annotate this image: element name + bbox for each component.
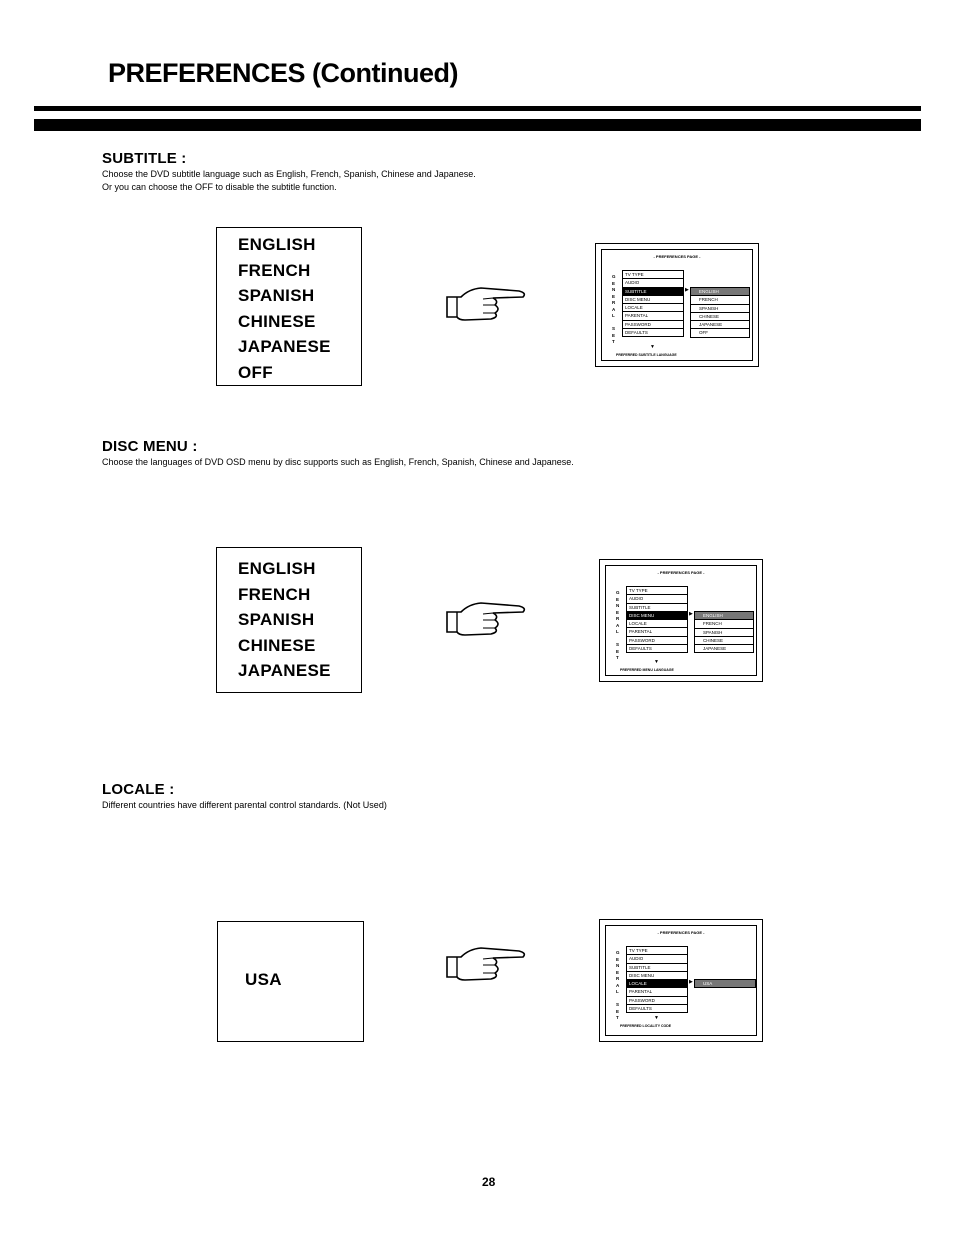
pointing-hand-icon [443, 598, 529, 640]
osd-tab-letter: R [616, 616, 620, 621]
disc-menu-options-box [216, 547, 362, 693]
osd-menu-item: DEFAULTS [629, 646, 652, 652]
osd-tab-letter: T [612, 339, 615, 344]
osd-menu-item: PARENTAL [627, 628, 687, 636]
osd-title: - PREFERENCES PAGE - [657, 930, 705, 935]
subtitle-description-line: Choose the DVD subtitle language such as English, French, Spanish, Chinese and Japanese. [102, 169, 476, 179]
osd-general-setup-tabs [612, 274, 617, 346]
subtitle-options-box [216, 227, 362, 386]
osd-menu [626, 946, 688, 1013]
osd-menu-item-selected: LOCALE [627, 980, 687, 988]
osd-frame [601, 249, 753, 361]
triangle-down-icon: ▼ [654, 659, 659, 665]
locale-options-box [217, 921, 364, 1042]
locale-heading: LOCALE : [102, 781, 175, 798]
osd-status-text: PREFERRED SUBTITLE LANGUAGE [616, 353, 677, 357]
osd-menu-item: PASSWORD [623, 321, 683, 329]
osd-frame [605, 565, 757, 676]
osd-menu-item: AUDIO [627, 955, 687, 963]
option-item: ENGLISH [238, 235, 316, 254]
osd-tab-letter: T [616, 655, 619, 660]
osd-menu-item: SUBTITLE [627, 964, 687, 972]
osd-tab-letter: T [616, 1015, 619, 1020]
osd-status-text: PREFERRED LOCALITY CODE [620, 1024, 672, 1028]
osd-general-setup-tabs [616, 950, 621, 1022]
osd-tab-letter: E [616, 648, 620, 654]
page-number: 28 [482, 1175, 496, 1189]
osd-tab-letter: A [616, 982, 620, 988]
osd-tab-letter: E [616, 609, 620, 615]
option-item: CHINESE [238, 311, 316, 331]
option-item: SPANISH [238, 286, 315, 305]
triangle-right-icon: ▶ [689, 979, 693, 985]
osd-menu-item-selected: DISC MENU [627, 612, 687, 620]
locale-description-line: Different countries have different parental control standards. (Not Used) [102, 800, 387, 810]
osd-menu-item: AUDIO [627, 595, 687, 603]
osd-tab-letter: L [616, 989, 619, 994]
locale-osd-screen [599, 919, 763, 1042]
osd-menu-item: AUDIO [623, 279, 683, 287]
osd-tab-letter: E [616, 969, 620, 975]
disc-menu-description-line: Choose the languages of DVD OSD menu by disc supports such as English, French, Spanish, Chinese and Japanese. [102, 457, 574, 467]
osd-submenu-item-selected: ENGLISH [695, 612, 753, 620]
osd-menu [626, 586, 688, 653]
osd-tab-letter: S [616, 1002, 620, 1007]
osd-tab-letter: R [612, 300, 616, 305]
subtitle-description [102, 168, 476, 194]
osd-frame [605, 925, 757, 1036]
osd-tab-letter: E [616, 596, 620, 602]
osd-tab-letter: G [616, 950, 620, 955]
disc-menu-description [102, 456, 574, 469]
option-item: OFF [238, 362, 273, 382]
subtitle-osd-screen [595, 243, 759, 367]
osd-tab-letter: A [612, 306, 616, 312]
osd-submenu-item: JAPANESE [691, 321, 749, 329]
osd-submenu [694, 611, 754, 653]
osd-submenu-item: SPANISH [691, 305, 749, 313]
osd-tab-letter: R [616, 976, 620, 981]
osd-tab-letter: E [616, 956, 620, 962]
option-item: CHINESE [238, 635, 316, 655]
osd-tab-letter: E [612, 332, 616, 338]
triangle-down-icon: ▼ [654, 1015, 659, 1021]
option-item: FRENCH [238, 260, 311, 280]
triangle-right-icon: ▶ [689, 611, 693, 617]
osd-submenu-item: CHINESE [695, 637, 753, 645]
osd-menu-item: TV TYPE [627, 587, 687, 595]
osd-tab-letter: A [616, 622, 620, 628]
osd-menu-item-selected: SUBTITLE [623, 288, 683, 296]
locale-description [102, 799, 387, 812]
osd-tab-letter: E [612, 280, 616, 286]
osd-tab-letter: S [612, 326, 616, 331]
option-item: JAPANESE [238, 337, 331, 356]
disc-menu-heading: DISC MENU : [102, 438, 198, 455]
osd-menu [622, 270, 684, 337]
osd-menu-item: TV TYPE [627, 947, 687, 955]
page-title: PREFERENCES (Continued) [108, 58, 458, 88]
subtitle-heading: SUBTITLE : [102, 150, 187, 167]
option-item: FRENCH [238, 584, 311, 604]
pointing-hand-icon [443, 283, 529, 325]
triangle-down-icon: ▼ [650, 344, 655, 350]
osd-tab-letter: N [616, 603, 620, 608]
option-item: ENGLISH [238, 559, 316, 578]
osd-menu-item: LOCALE [627, 620, 687, 628]
osd-title: - PREFERENCES PAGE - [653, 254, 701, 259]
header-rule-thick [34, 119, 921, 131]
osd-menu-item: DEFAULTS [625, 330, 648, 336]
osd-submenu-item-selected: ENGLISH [691, 288, 749, 296]
disc-menu-osd-screen [599, 559, 763, 682]
osd-submenu-item: CHINESE [691, 313, 749, 321]
osd-tab-letter: N [612, 287, 616, 292]
header-rule-thin [34, 106, 921, 111]
osd-submenu-item: FRENCH [695, 620, 753, 628]
osd-menu-item: PASSWORD [627, 997, 687, 1005]
osd-title: - PREFERENCES PAGE - [657, 570, 705, 575]
osd-tab-letter: E [612, 293, 616, 299]
osd-tab-letter: G [612, 274, 616, 279]
option-item: USA [245, 970, 282, 989]
osd-submenu-item: FRENCH [691, 296, 749, 304]
osd-menu-item: DISC MENU [627, 972, 687, 980]
osd-menu-item: SUBTITLE [627, 604, 687, 612]
pointing-hand-icon [443, 943, 529, 985]
osd-menu-item: DEFAULTS [629, 1006, 652, 1012]
osd-tab-letter: N [616, 963, 620, 968]
option-item: SPANISH [238, 610, 315, 629]
osd-menu-item: PARENTAL [627, 988, 687, 996]
osd-submenu-item-selected: USA [695, 980, 755, 987]
osd-tab-letter: L [612, 313, 615, 318]
osd-tab-letter: E [616, 1008, 620, 1014]
osd-submenu-item: JAPANESE [703, 646, 727, 652]
osd-menu-item: PARENTAL [623, 312, 683, 320]
osd-menu-item: PASSWORD [627, 637, 687, 645]
subtitle-description-line: Or you can choose the OFF to disable the subtitle function. [102, 182, 337, 192]
osd-menu-item: TV TYPE [623, 271, 683, 279]
osd-submenu-item: SPANISH [695, 629, 753, 637]
osd-tab-letter: L [616, 629, 619, 634]
osd-menu-item: LOCALE [623, 304, 683, 312]
osd-menu-item: DISC MENU [623, 296, 683, 304]
osd-status-text: PREFERRED MENU LANGUAGE [620, 668, 674, 672]
osd-tab-letter: G [616, 590, 620, 595]
osd-tab-letter: S [616, 642, 620, 647]
option-item: JAPANESE [238, 661, 331, 680]
osd-submenu [690, 287, 750, 338]
osd-general-setup-tabs [616, 590, 621, 662]
osd-submenu-item: OFF [699, 330, 708, 336]
osd-submenu [694, 979, 756, 988]
triangle-right-icon: ▶ [685, 287, 689, 293]
